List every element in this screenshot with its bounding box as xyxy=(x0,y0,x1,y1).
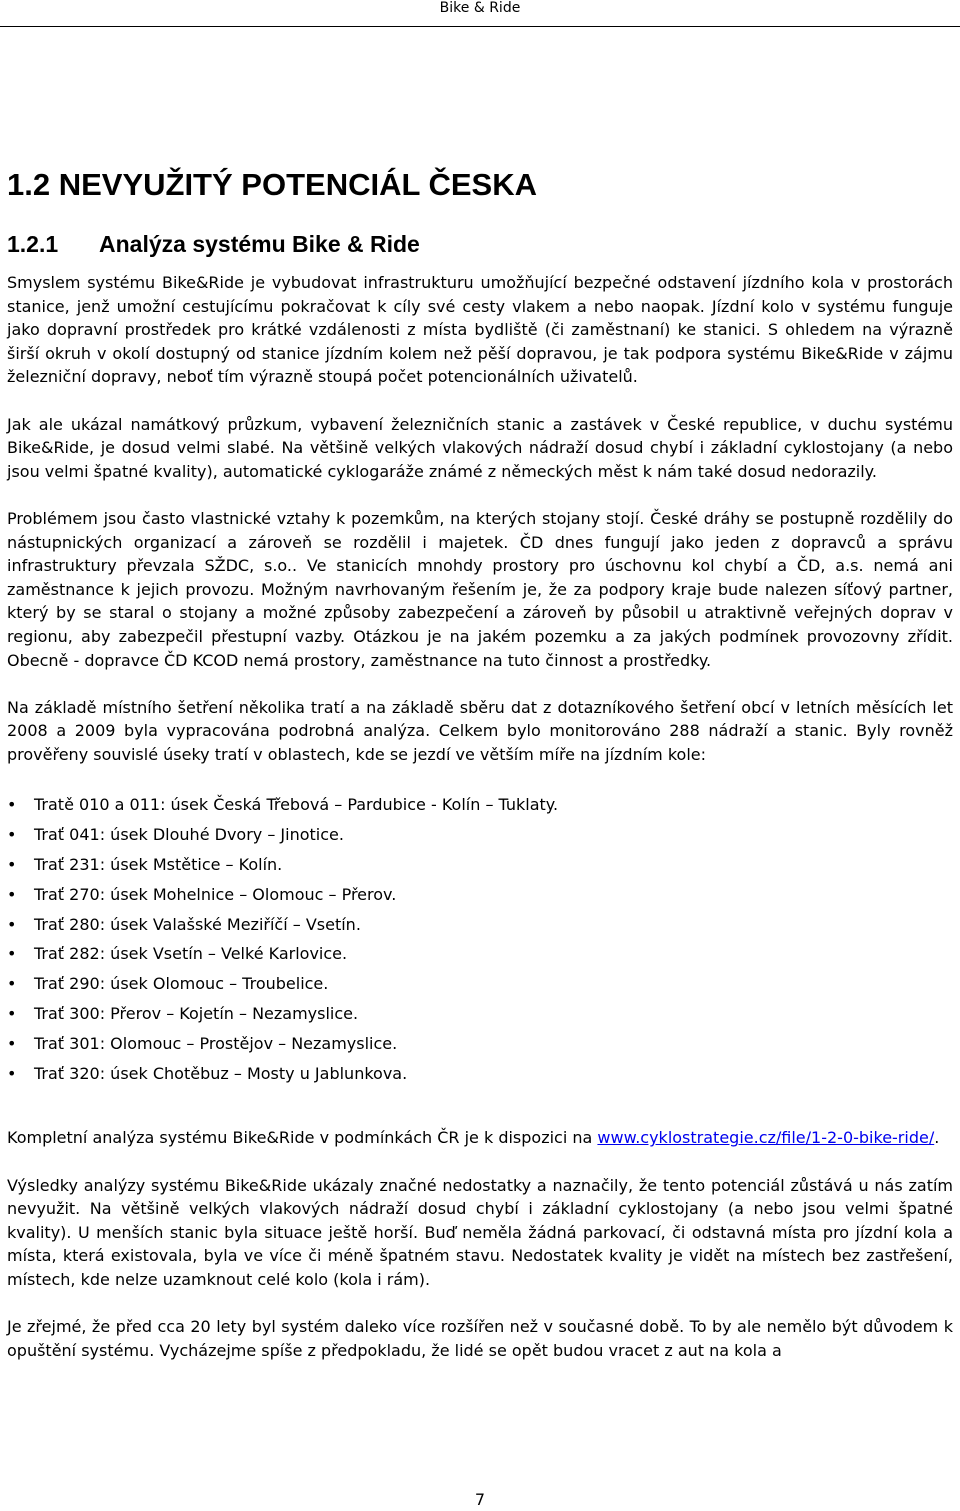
bullet-icon: • xyxy=(7,825,17,845)
page-number: 7 xyxy=(474,1490,486,1509)
list-item xyxy=(7,850,953,880)
bullet-icon: • xyxy=(7,855,17,875)
paragraph-ownership: Problémem jsou často vlastnické vztahy k pozemkům, na kterých stojany stojí. České dráhy se postupně rozdělily do nástupnických organizací a zároveň se rozdělil i majetek. ČD dnes fungují jako jeden z dopravců a správu infrastruktury převzala SŽDC, s.o.. Ve stanicích mnohdy prostory pro úschovnu kol chybí a ČD, a.s. nemá ani zaměstnance k jejich provozu. Možným navrhovaným řešením je, že za podpory kraje bude nalezen síťový partner, který by se staral o stojany a možné způsoby zabezpečení a zároveň by působil u atraktivně veřejných doprav v regionu, aby zabezpečil přestupní vazby. Otázkou je na jakém pozemku a za jakých podmínek provozovny zřídit. Obecně - dopravce ČD KCOD nemá prostory, zaměstnance na tuto činnost a prostředky. xyxy=(7,508,953,670)
subsection-number: 1.2.1 xyxy=(7,231,59,257)
paragraph-full-analysis xyxy=(7,1126,953,1150)
bullet-icon: • xyxy=(7,1004,17,1024)
bullet-icon: • xyxy=(7,974,17,994)
list-item-text: Trať 290: úsek Olomouc – Troubelice. xyxy=(34,974,329,994)
list-item-text: Trať 301: Olomouc – Prostějov – Nezamyslice. xyxy=(34,1033,398,1053)
bullet-icon: • xyxy=(7,884,17,904)
list-item xyxy=(7,820,953,850)
list-item-text: Trať 320: úsek Chotěbuz – Mosty u Jablunkova. xyxy=(34,1063,408,1083)
paragraph-results: Výsledky analýzy systému Bike&Ride ukázaly značné nedostatky a naznačily, že tento potenciál zůstává u nás zatím nevyužit. Na většině velkých vlakových nádraží dosud chybí i základní cyklostojany (a nebo jsou velmi špatné kvality). U menších stanic byla situace ještě horší. Buď neměla žádná parkovací, či odstavná místa pro jízdní kola a místa, která existovala, byla ve více či méně špatném stavu. Nedostatek kvality je vidět na místech bez zastřešení, místech, kde nelze uzamknout celé kolo (kola i rám). xyxy=(7,1175,953,1289)
list-item xyxy=(7,1059,953,1089)
list-item xyxy=(7,1029,953,1059)
running-header: Bike & Ride xyxy=(439,0,521,16)
full-analysis-period: . xyxy=(934,1128,940,1148)
paragraph-analysis: Na základě místního šetření několika tratí a na základě sběru dat z dotazníkového šetření obcí v letních měsících let 2008 a 2009 byla vypracována podrobná analýza. Celkem bylo monitorováno 288 nádraží a stanic. Byly rovněž prověřeny souvislé úseky tratí v oblastech, kde se jezdí ve větším míře na jízdním kole: xyxy=(7,697,953,764)
cyklostrategie-link[interactable]: www.cyklostrategie.cz/file/1-2-0-bike-ride/ xyxy=(597,1128,935,1148)
list-item xyxy=(7,999,953,1029)
list-item xyxy=(7,880,953,910)
list-item-text: Tratě 010 a 011: úsek Česká Třebová – Pardubice - Kolín – Tuklaty. xyxy=(34,795,559,815)
paragraph-purpose: Smyslem systému Bike&Ride je vybudovat infrastrukturu umožňující bezpečné odstavení jízdního kola v prostorách stanice, jenž umožní cestujícímu pokračovat k cíly své cesty vlakem a nebo naopak. Jízdní kolo v systému funguje jako dopravní prostředek pro krátké vzdálenosti z místa bydliště (či zaměstnaní) ke stanici. S ohledem na výrazně širší okruh v okolí dostupný od stanice jízdním kolem než pěší dopravou, je tak podpora systému Bike&Ride v zájmu železniční dopravy, neboť tím výrazně stoupá počet potencionálních uživatelů. xyxy=(7,273,953,387)
paragraph-survey: Jak ale ukázal namátkový průzkum, vybavení železničních stanic a zastávek v České republice, v duchu systému Bike&Ride, je dosud velmi slabé. Na většině velkých vlakových nádraží dosud chybí i základní cyklostojany (a nebo jsou velmi špatné kvality), automatické cyklogaráže známé z německých měst k nám také dosud nedorazily. xyxy=(7,414,953,481)
list-item xyxy=(7,790,953,820)
list-item-text: Trať 300: Přerov – Kojetín – Nezamyslice. xyxy=(34,1004,359,1024)
list-item-text: Trať 041: úsek Dlouhé Dvory – Jinotice. xyxy=(34,825,344,845)
full-analysis-text: Kompletní analýza systému Bike&Ride v podmínkách ČR je k dispozici na xyxy=(7,1128,598,1148)
subsection-heading xyxy=(7,224,953,264)
section-heading: 1.2 NEVYUŽITÝ POTENCIÁL ČESKA xyxy=(7,167,537,202)
list-item-text: Trať 270: úsek Mohelnice – Olomouc – Přerov. xyxy=(34,884,397,904)
page-content xyxy=(7,160,953,1362)
list-item-text: Trať 231: úsek Mstětice – Kolín. xyxy=(34,855,283,875)
bullet-icon: • xyxy=(7,1063,17,1083)
bullet-icon: • xyxy=(7,1033,17,1053)
header-divider xyxy=(0,26,960,27)
list-item-text: Trať 280: úsek Valašské Meziříčí – Vsetín. xyxy=(34,914,361,934)
list-item xyxy=(7,969,953,999)
list-item xyxy=(7,910,953,940)
subsection-title: Analýza systému Bike & Ride xyxy=(99,231,420,257)
bullet-icon: • xyxy=(7,914,17,934)
list-item xyxy=(7,939,953,969)
bullet-icon: • xyxy=(7,795,17,815)
list-item-text: Trať 282: úsek Vsetín – Velké Karlovice. xyxy=(34,944,348,964)
paragraph-conclusion: Je zřejmé, že před cca 20 lety byl systém daleko více rozšířen než v současné době. To by ale nemělo být důvodem k opuštění systému. Vycházejme spíše z předpokladu, že lidé se opět budou vracet z aut na kola a xyxy=(7,1317,953,1360)
bullet-icon: • xyxy=(7,944,17,964)
track-list xyxy=(7,790,953,1088)
